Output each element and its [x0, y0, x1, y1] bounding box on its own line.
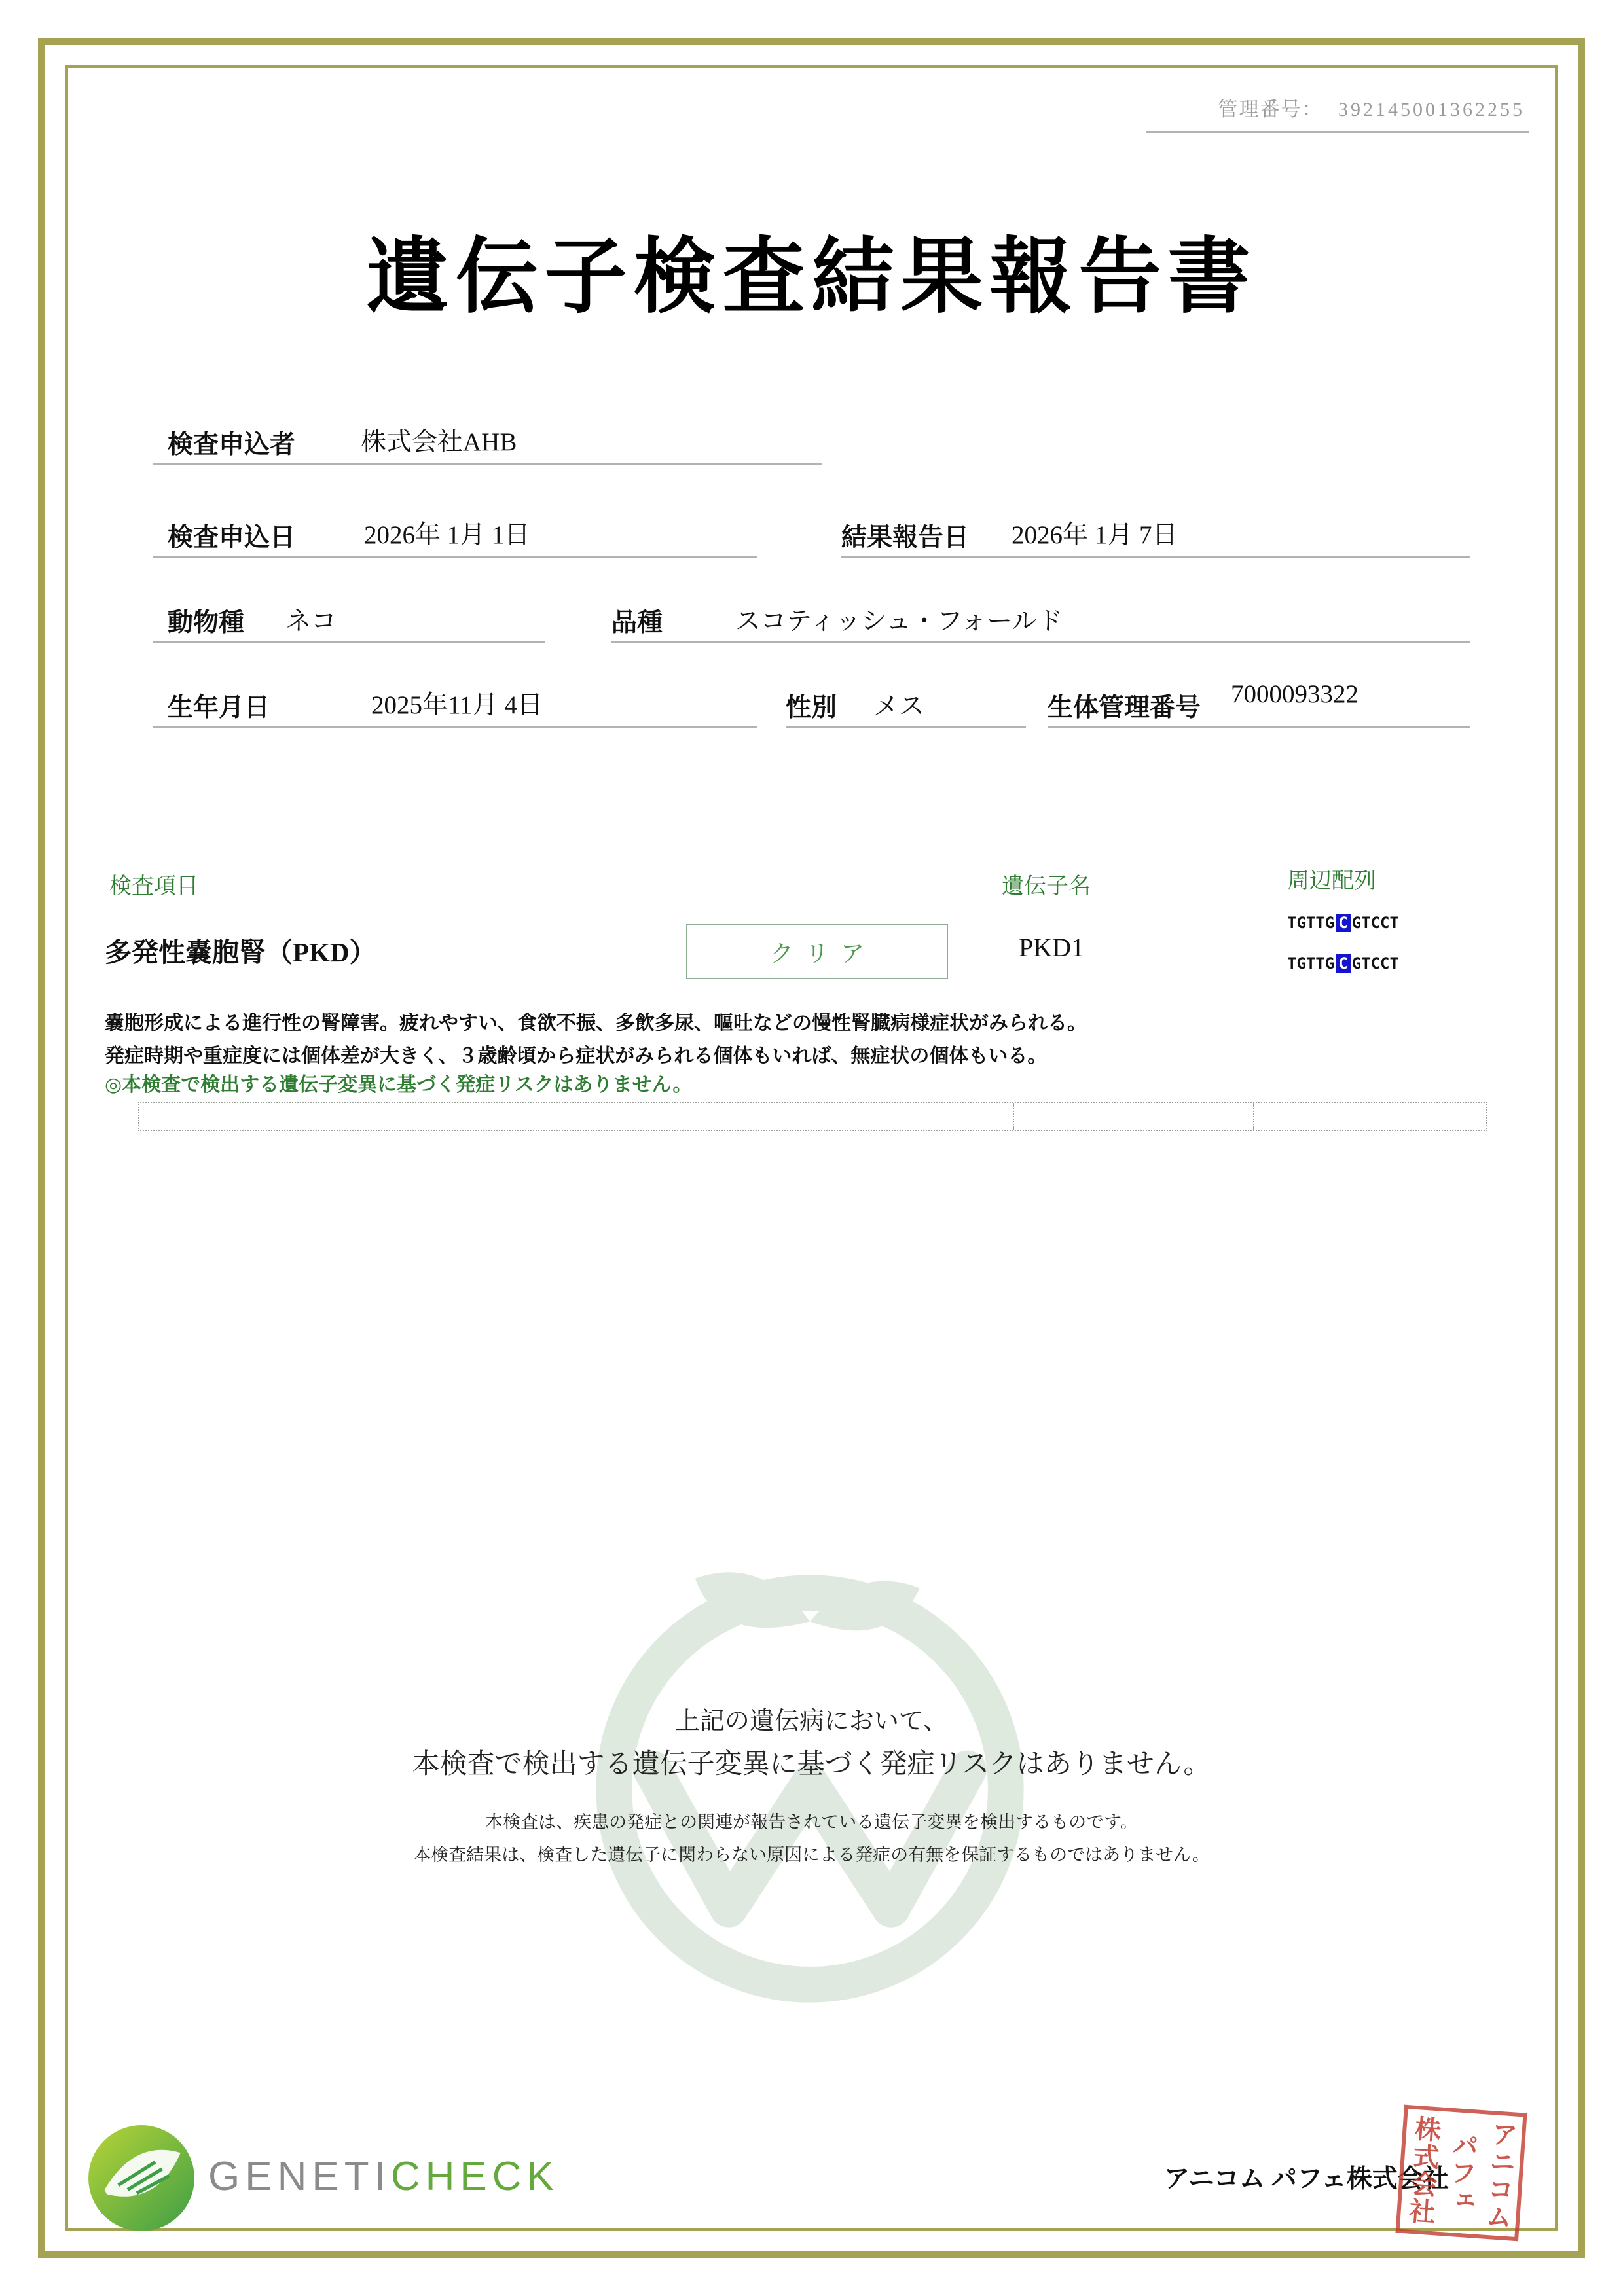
wordmark-check: CHECK — [390, 2154, 559, 2199]
geneticheck-logo-icon — [84, 2121, 199, 2236]
sex-underline — [786, 726, 1026, 728]
apply-date-underline — [153, 556, 757, 558]
sequence-suffix: GTCCT — [1351, 914, 1399, 932]
sequence-header: 周辺配列 — [1287, 869, 1376, 893]
empty-result-row — [138, 1102, 1487, 1131]
geneticheck-watermark-logo — [571, 1550, 1049, 2028]
breed-value: スコティッシュ・フォールド — [735, 607, 1063, 636]
birth-underline — [153, 726, 757, 728]
sequence-highlight-base: C — [1336, 914, 1350, 932]
applicant-value: 株式会社AHB — [361, 428, 517, 456]
species-underline — [153, 641, 545, 643]
sex-value: メス — [873, 692, 925, 721]
sequence-prefix: TGTTG — [1287, 914, 1335, 932]
applicant-underline — [153, 463, 822, 465]
management-underline — [1146, 131, 1529, 133]
company-name: アニコム パフェ株式会社 — [1164, 2165, 1449, 2193]
management-number-label: 管理番号： — [1218, 99, 1323, 120]
seal-column: パフェ — [1444, 2130, 1480, 2215]
gene-name-value: PKD1 — [1019, 933, 1085, 962]
birth-label: 生年月日 — [168, 694, 270, 722]
species-label: 動物種 — [168, 609, 245, 637]
animal-id-value: 7000093322 — [1231, 680, 1359, 708]
sequence-row — [1287, 954, 1399, 973]
birth-value: 2025年11月 4日 — [371, 691, 543, 719]
dotted-divider — [1013, 1103, 1014, 1130]
test-item-header: 検査項目 — [109, 874, 198, 899]
disease-description-line2: 発症時期や重症度には個体差が大きく、３歳齢頃から症状がみられる個体もいれば、無症状の個体もいる。 — [105, 1045, 1048, 1067]
apply-date-value: 2026年 1月 1日 — [364, 521, 530, 549]
summary-line2: 本検査で検出する遺伝子変異に基づく発症リスクはありません。 — [412, 1748, 1211, 1779]
sequence-row — [1287, 914, 1399, 932]
seal-column: アニコム — [1481, 2119, 1519, 2232]
report-date-label: 結果報告日 — [841, 524, 970, 552]
applicant-label: 検査申込者 — [168, 431, 296, 459]
disease-description-line1: 嚢胞形成による進行性の腎障害。疲れやすい、食欲不振、多飲多尿、嘔吐などの慢性腎臓病様症状がみられる。 — [105, 1013, 1087, 1034]
test-item-name: 多発性嚢胞腎（PKD） — [105, 937, 376, 967]
sex-label: 性別 — [786, 694, 837, 722]
seal-column: 株式会社 — [1404, 2114, 1442, 2227]
sequence-prefix: TGTTG — [1287, 954, 1335, 973]
wordmark-geneti: GENETI — [208, 2154, 391, 2199]
animal-id-underline — [1048, 726, 1470, 728]
animal-id-label: 生体管理番号 — [1048, 694, 1201, 722]
summary-note2: 本検査結果は、検査した遺伝子に関わらない原因による発症の有無を保証するものではありません。 — [413, 1845, 1210, 1865]
breed-underline — [611, 641, 1470, 643]
dotted-divider — [1253, 1103, 1254, 1130]
sequence-suffix: GTCCT — [1351, 954, 1399, 973]
company-seal-stamp — [1395, 2105, 1527, 2242]
report-title: 遺伝子検査結果報告書 — [366, 232, 1257, 323]
management-number-line — [1218, 93, 1525, 122]
geneticheck-wordmark — [208, 2153, 559, 2200]
result-status-value: クリア — [769, 940, 876, 967]
sequence-highlight-base: C — [1336, 954, 1350, 973]
report-date-underline — [841, 556, 1470, 558]
summary-note1: 本検査は、疾患の発症との関連が報告されている遺伝子変異を検出するものです。 — [485, 1812, 1138, 1832]
report-date-value: 2026年 1月 7日 — [1012, 521, 1178, 549]
risk-note: ◎本検査で検出する遺伝子変異に基づく発症リスクはありません。 — [105, 1074, 693, 1096]
gene-name-header: 遺伝子名 — [1002, 874, 1091, 899]
summary-line1: 上記の遺伝病において、 — [674, 1708, 949, 1735]
result-status-box — [686, 924, 948, 979]
management-number-value: 392145001362255 — [1338, 99, 1525, 120]
apply-date-label: 検査申込日 — [168, 524, 296, 552]
breed-label: 品種 — [611, 609, 663, 637]
species-value: ネコ — [285, 607, 337, 636]
